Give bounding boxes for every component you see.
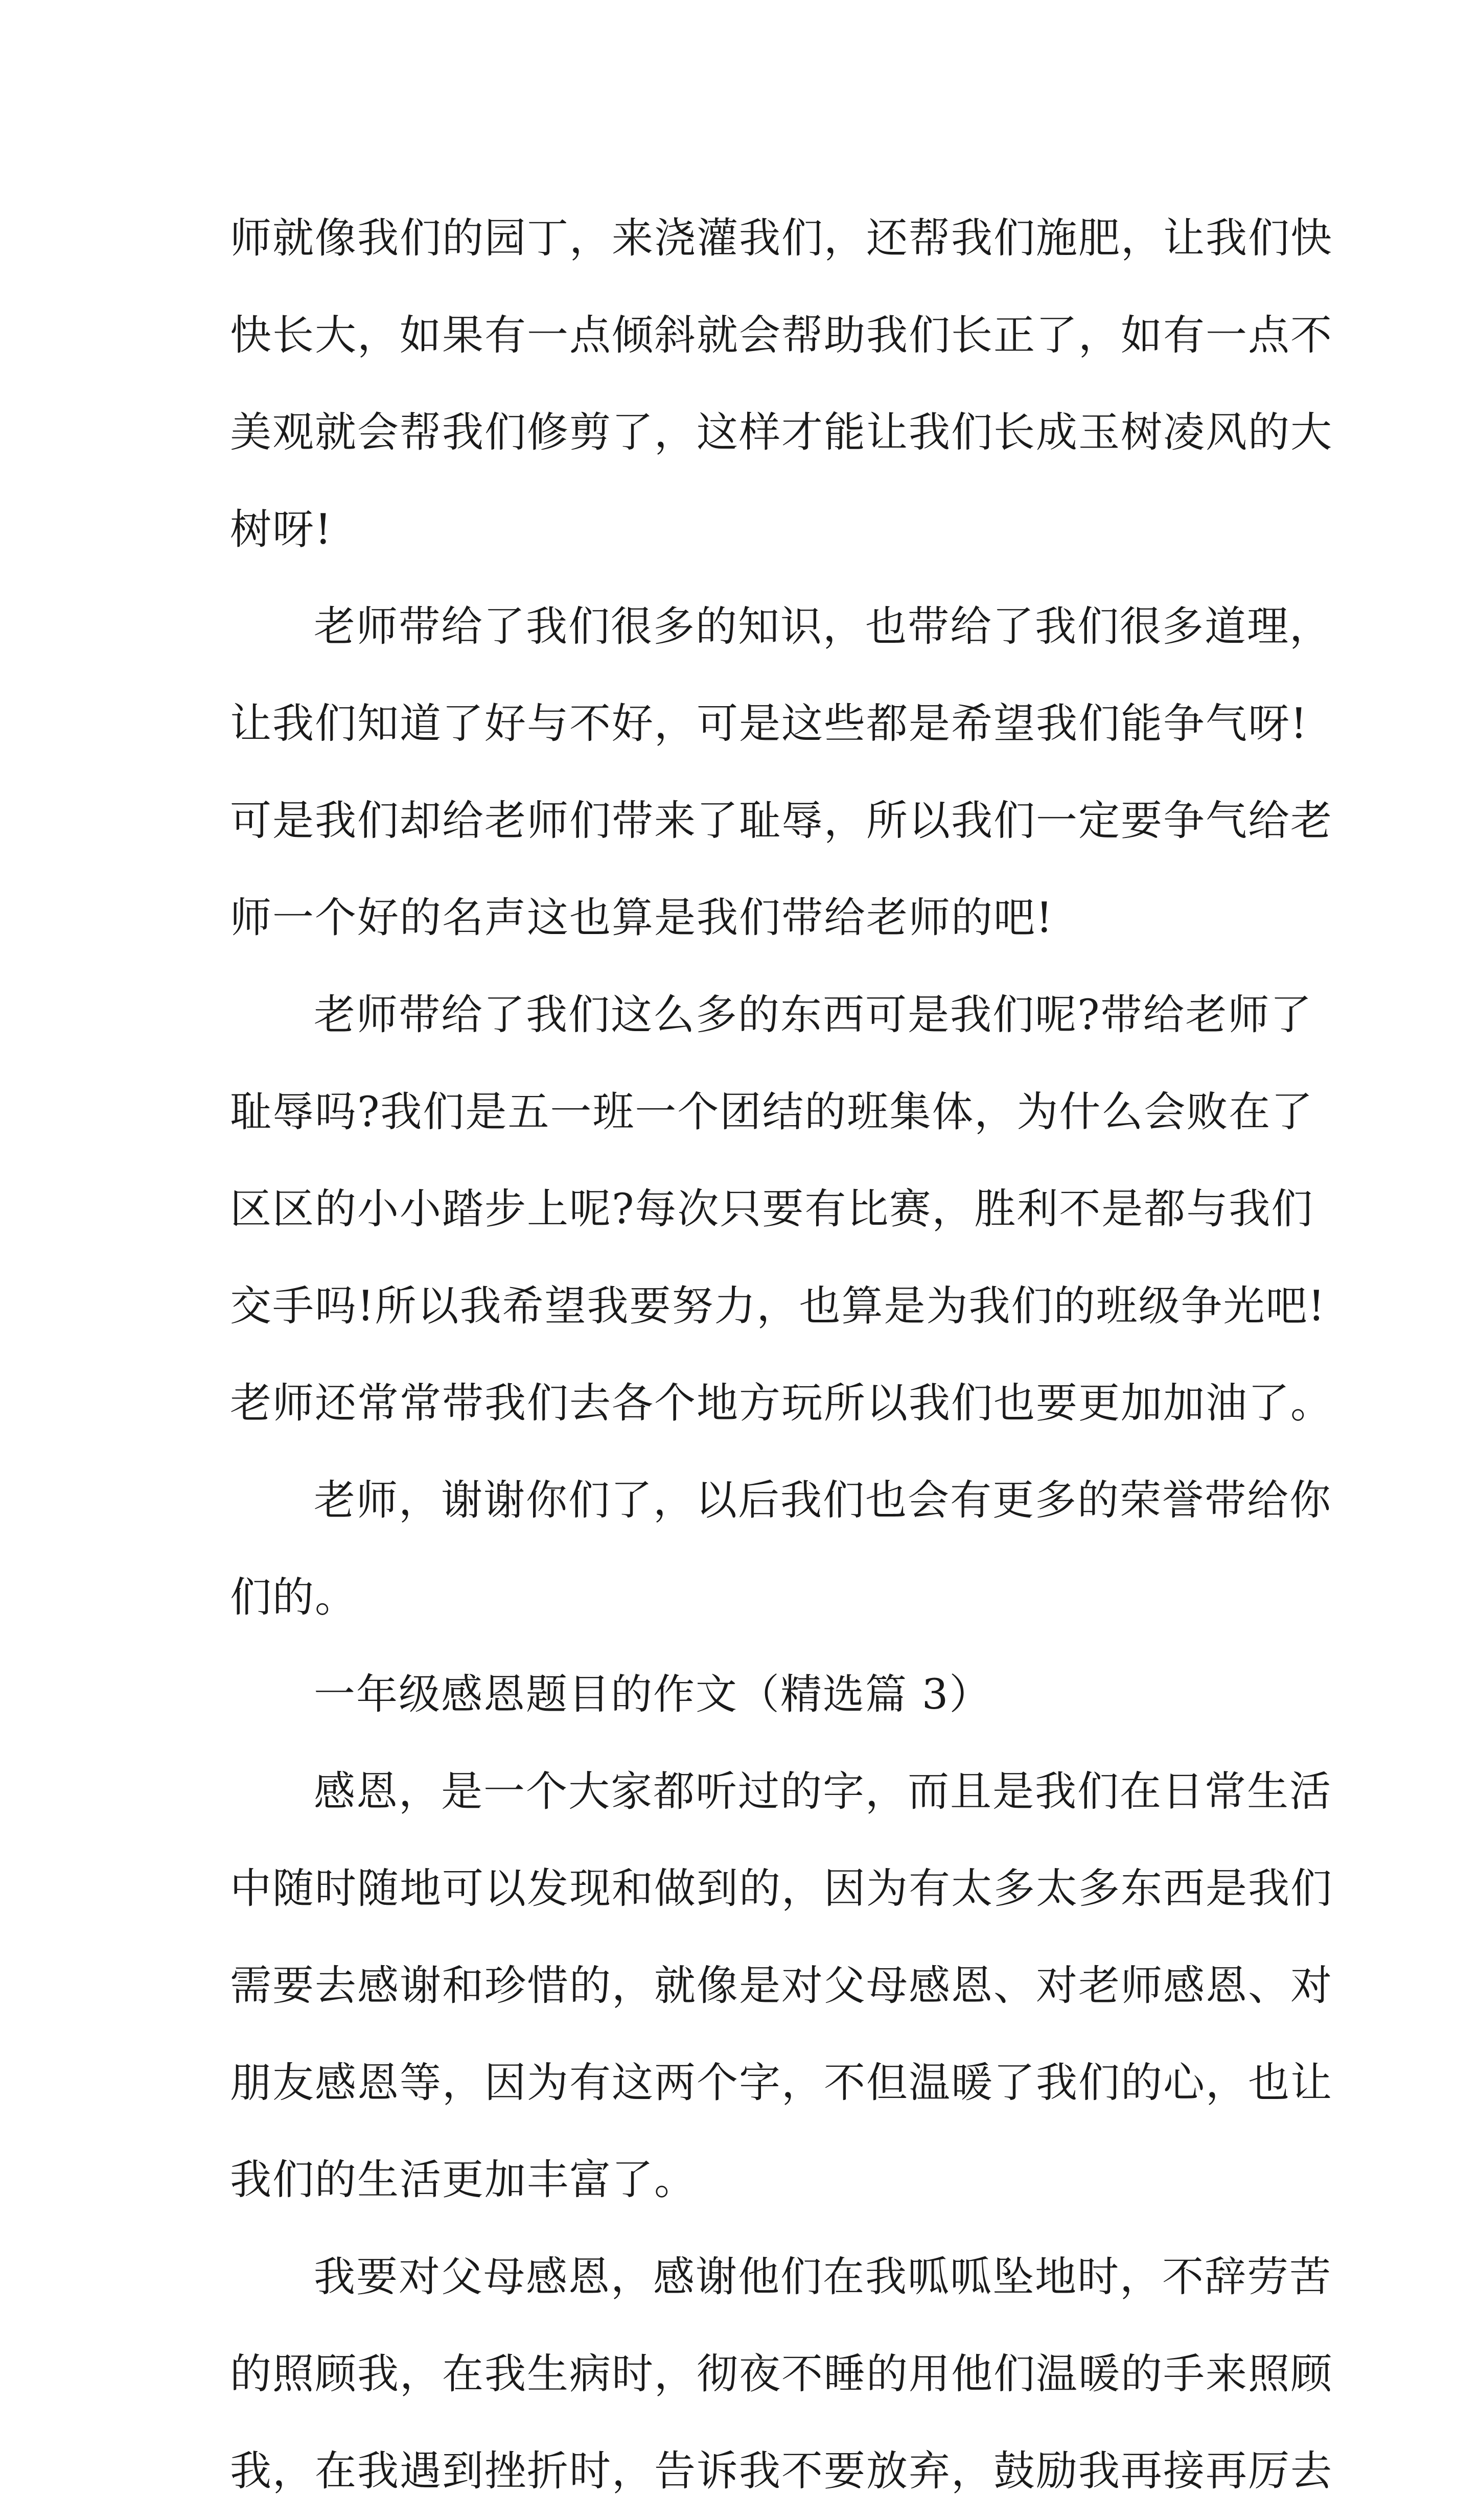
text-line: 的照顾我，在我生病时，彻夜不睡的用他们温暖的手来照顾 — [230, 2350, 1333, 2398]
text-line: 美观就会帮我们修剪了，这样才能让我们长成玉树凌风的大 — [230, 409, 1333, 457]
text-line: 区区的小小踏步上呢?每次只要有比赛，胜利不是都与我们 — [230, 1185, 1314, 1233]
paragraph-first-line: 老师，谢谢你们了，以后我们也会有更多的荣誉带给你 — [314, 1477, 1332, 1525]
paragraph-first-line: 老师带给了我们这么多的东西可是我们呢?带给老师了 — [314, 991, 1313, 1039]
text-line: 师一个好的名声这也算是我们带给老师的吧! — [230, 894, 1054, 942]
text-line: 师就像我们的园丁，来浇灌我们，还帮我们施肥，让我们快 — [230, 215, 1333, 263]
text-line: 我，在我遇到挫折时，告诉我不要放弃，鼓励我再接再厉去 — [230, 2447, 1333, 2495]
text-line: 快长大，如果有一点倾斜就会帮助我们长正了，如有一点不 — [230, 312, 1333, 360]
text-line: 需要去感谢和珍惜的，就像是对父母感恩、对老师感恩、对 — [230, 1962, 1333, 2010]
text-line: 老师还常常带我们去各个地方玩所以我们也要更加加油了。 — [230, 1380, 1333, 1428]
text-line: 朋友感恩等，因为有这两个字，不但温暖了我们的心，也让 — [230, 2059, 1333, 2107]
text-line: 们的。 — [230, 1574, 358, 1622]
text-line: 交手吗!所以我希望我要努力，也算是为我们的班级争光吧! — [230, 1282, 1326, 1331]
text-line: 树呀! — [230, 506, 333, 554]
text-line: 我们的生活更加丰富了。 — [230, 2156, 697, 2204]
document-body — [230, 190, 1333, 2520]
text-line: 中随时随地可以发现和做到的，因为有太多太多东西是我们 — [230, 1865, 1333, 1913]
paragraph-first-line: 我要对父母感恩，感谢他们在我呱呱坠地时，不辞劳苦 — [314, 2253, 1332, 2301]
paragraph-first-line: 感恩，是一个大家都听过的字，而且是我们在日常生活 — [314, 1768, 1332, 1816]
section-heading: 一年级感恩题目的作文（精选篇 3） — [314, 1671, 992, 1719]
paragraph-first-line: 老师带给了我们很多的知识，也带给了我们很多道理， — [314, 603, 1332, 651]
text-line: 可是我们却给老师们带来了耻辱，所以我们一定要争气给老 — [230, 797, 1333, 845]
text-line: 让我们知道了好与不好，可是这些都是希望我们能争气呀! — [230, 700, 1308, 748]
text-line: 耻辱吗?我们是五一班一个团结的班集体，为什么会败在了 — [230, 1088, 1314, 1136]
